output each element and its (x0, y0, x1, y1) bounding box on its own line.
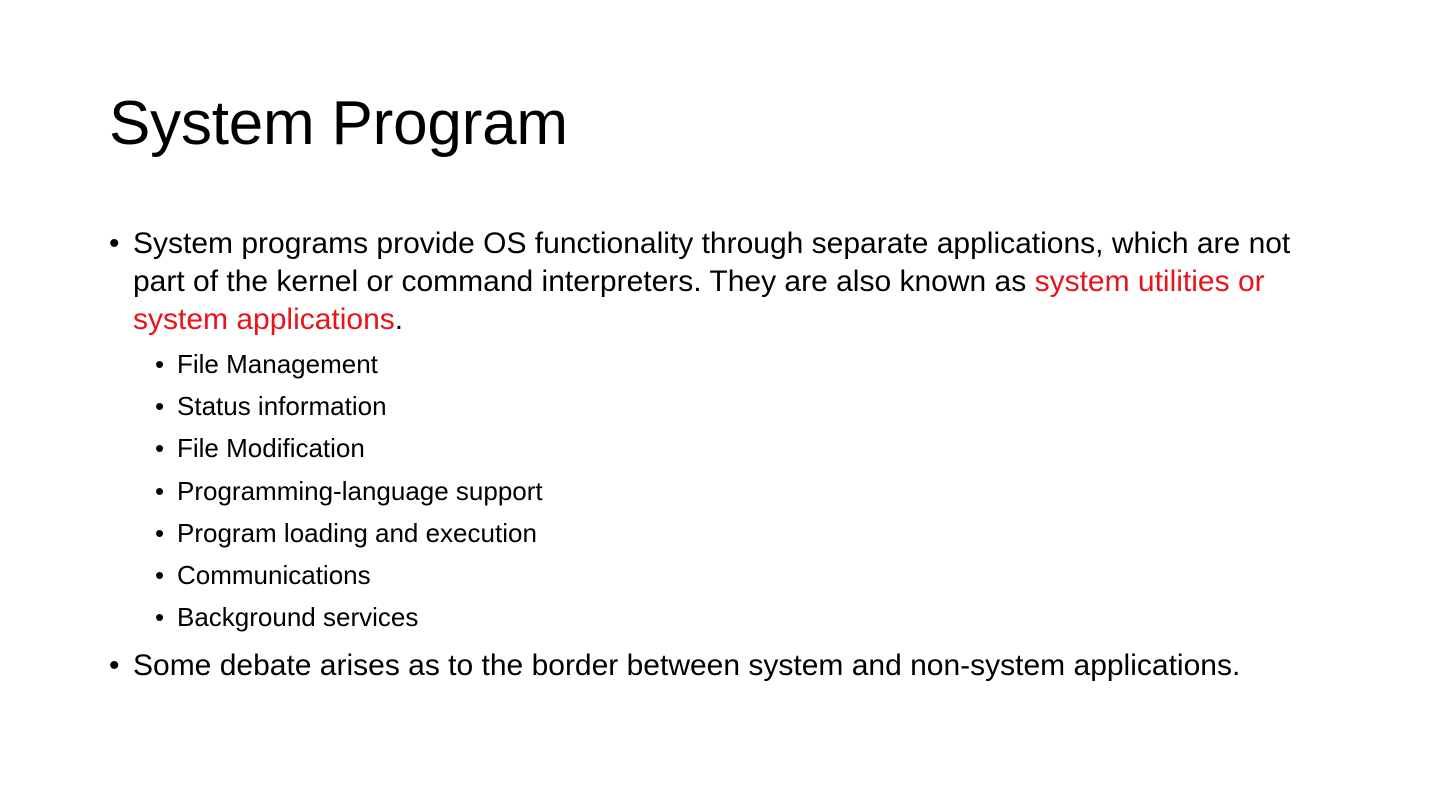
sub-bullet-item (155, 473, 543, 515)
bullet-item-debate (109, 647, 1329, 685)
bullet-item-system-programs (109, 225, 1329, 339)
bullet-icon: • (155, 391, 165, 422)
bullet-icon: • (155, 349, 165, 379)
bullet-icon: • (155, 517, 165, 548)
bullet-icon: • (155, 559, 165, 590)
sub-bullet-list (155, 346, 543, 641)
sub-bullet-item (155, 515, 543, 557)
sub-bullet-item (155, 346, 543, 388)
sub-bullet-label: Status information (177, 391, 387, 422)
bullet-icon: • (155, 433, 165, 464)
sub-bullet-label: File Management (177, 349, 378, 379)
sub-bullet-label: Program loading and execution (177, 517, 537, 548)
sub-bullet-label: Background services (177, 602, 419, 633)
bullet-text: System programs provide OS functionality through separate applications, which are not part of the kernel or command interpreters. They are also known as (133, 227, 1291, 298)
bullet-text-end: . (394, 303, 404, 336)
bullet-icon: • (109, 227, 120, 260)
sub-bullet-label: File Modification (177, 433, 365, 464)
sub-bullet-item (155, 599, 543, 641)
bullet-icon: • (109, 649, 120, 682)
bullet-text: Some debate arises as to the border between system and non-system applications. (133, 649, 1241, 682)
sub-bullet-item (155, 557, 543, 599)
highlighted-term: system utilities or system applications (133, 265, 1265, 336)
sub-bullet-label: Programming-language support (177, 475, 543, 506)
sub-bullet-item (155, 430, 543, 472)
sub-bullet-label: Communications (177, 559, 371, 590)
slide-title: System Program (109, 89, 568, 158)
sub-bullet-item (155, 388, 543, 430)
bullet-icon: • (155, 475, 165, 506)
bullet-icon: • (155, 602, 165, 633)
